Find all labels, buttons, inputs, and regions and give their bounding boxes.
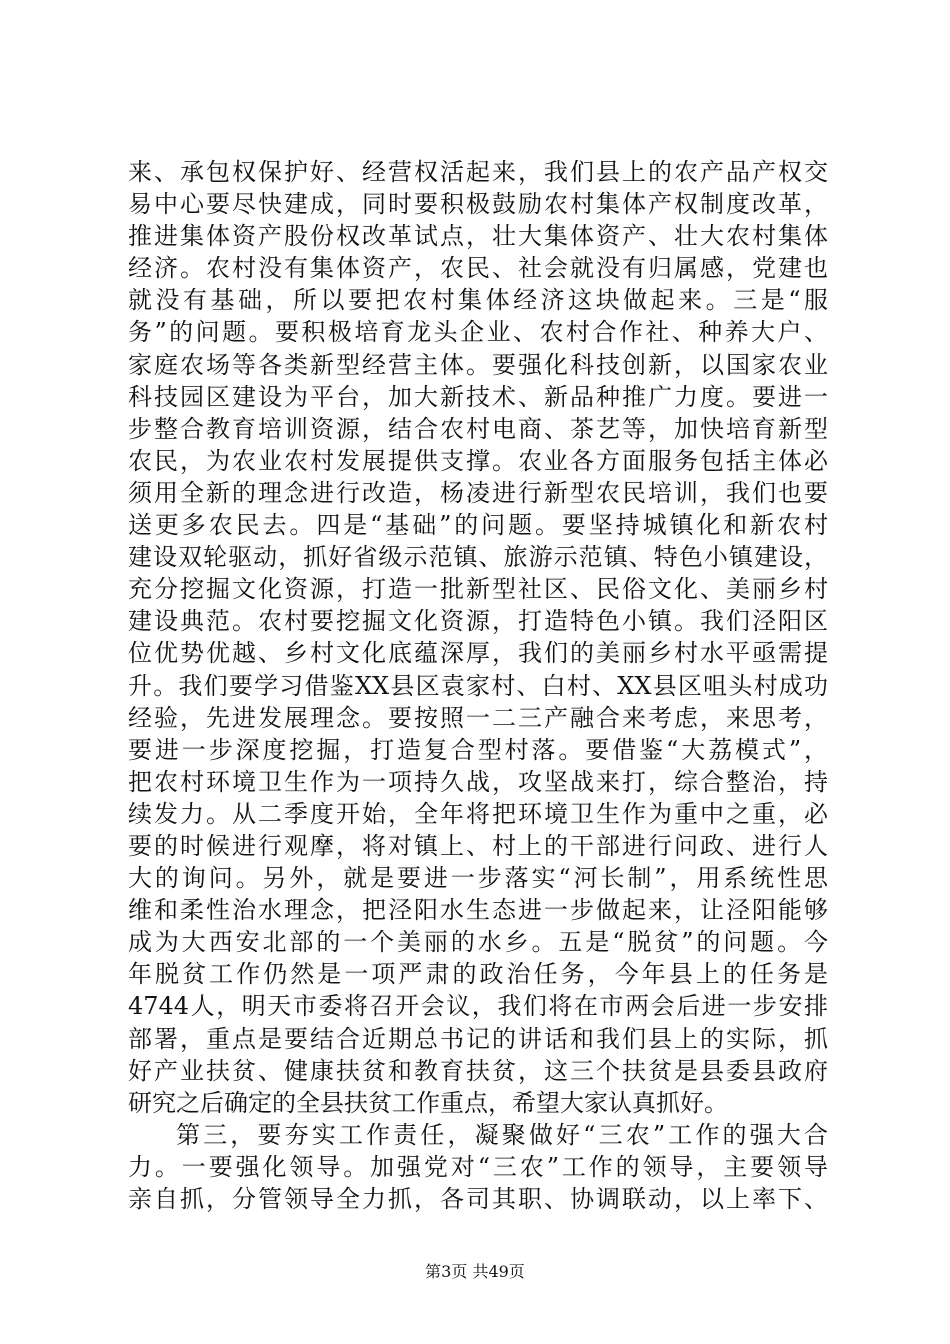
text-line: 建设双轮驱动，抓好省级示范镇、旅游示范镇、特色小镇建设， — [128, 543, 828, 572]
text-line: 升。我们要学习借鉴XX县区袁家村、白村、XX县区咀头村成功 — [128, 671, 828, 700]
text-line: 要的时候进行观摩，将对镇上、村上的干部进行问政、进行人 — [128, 831, 828, 860]
text-line: 步整合教育培训资源，结合农村电商、茶艺等，加快培育新型 — [128, 414, 828, 443]
text-line: 建设典范。农村要挖掘文化资源，打造特色小镇。我们泾阳区 — [128, 607, 828, 636]
text-line: 经济。农村没有集体资产，农民、社会就没有归属感，党建也 — [128, 254, 828, 283]
text-line: 充分挖掘文化资源，打造一批新型社区、民俗文化、美丽乡村 — [128, 575, 828, 604]
text-line: 4744人，明天市委将召开会议，我们将在市两会后进一步安排 — [128, 992, 828, 1021]
text-line: 年脱贫工作仍然是一项严肃的政治任务，今年县上的任务是 — [128, 960, 828, 989]
text-line: 好产业扶贫、健康扶贫和教育扶贫，这三个扶贫是县委县政府 — [128, 1056, 828, 1085]
text-line: 易中心要尽快建成，同时要积极鼓励农村集体产权制度改革， — [128, 190, 828, 219]
body-text — [128, 156, 828, 1215]
page-number-footer: 第3页 共49页 — [425, 1262, 525, 1281]
paragraph-first-line: 第三，要夯实工作责任，凝聚做好“三农”工作的强大合 — [176, 1120, 828, 1149]
text-line: 位优势优越、乡村文化底蕴深厚，我们的美丽乡村水平亟需提 — [128, 639, 828, 668]
text-line: 就没有基础，所以要把农村集体经济这块做起来。三是“服 — [128, 286, 828, 315]
text-line: 来、承包权保护好、经营权活起来，我们县上的农产品产权交 — [128, 158, 828, 186]
text-line: 推进集体资产股份权改革试点，壮大集体资产、壮大农村集体 — [128, 222, 828, 251]
text-line: 大的询问。另外，就是要进一步落实“河长制”，用系统性思 — [128, 864, 828, 893]
text-line: 亲自抓，分管领导全力抓，各司其职、协调联动，以上率下、 — [128, 1185, 828, 1213]
text-line: 要进一步深度挖掘，打造复合型村落。要借鉴“大荔模式”， — [128, 735, 828, 764]
text-line: 成为大西安北部的一个美丽的水乡。五是“脱贫”的问题。今 — [128, 928, 828, 957]
text-line: 送更多农民去。四是“基础”的问题。要坚持城镇化和新农村 — [128, 511, 828, 540]
text-line: 续发力。从二季度开始，全年将把环境卫生作为重中之重，必 — [128, 799, 828, 828]
text-line: 研究之后确定的全县扶贫工作重点，希望大家认真抓好。 — [128, 1088, 728, 1117]
text-line: 农民，为农业农村发展提供支撑。农业各方面服务包括主体必 — [128, 446, 828, 475]
text-line: 经验，先进发展理念。要按照一二三产融合来考虑，来思考， — [128, 703, 828, 732]
text-line: 把农村环境卫生作为一项持久战，攻坚战来打，综合整治，持 — [128, 767, 828, 796]
text-line: 务”的问题。要积极培育龙头企业、农村合作社、种养大户、 — [128, 318, 828, 347]
text-line: 力。一要强化领导。加强党对“三农”工作的领导，主要领导 — [128, 1152, 828, 1181]
text-line: 维和柔性治水理念，把泾阳水生态进一步做起来，让泾阳能够 — [128, 896, 828, 925]
text-line: 科技园区建设为平台，加大新技术、新品种推广力度。要进一 — [128, 382, 828, 411]
text-line: 部署，重点是要结合近期总书记的讲话和我们县上的实际，抓 — [128, 1024, 828, 1053]
text-line: 须用全新的理念进行改造，杨凌进行新型农民培训，我们也要 — [128, 478, 828, 507]
text-line: 家庭农场等各类新型经营主体。要强化科技创新，以国家农业 — [128, 350, 828, 379]
